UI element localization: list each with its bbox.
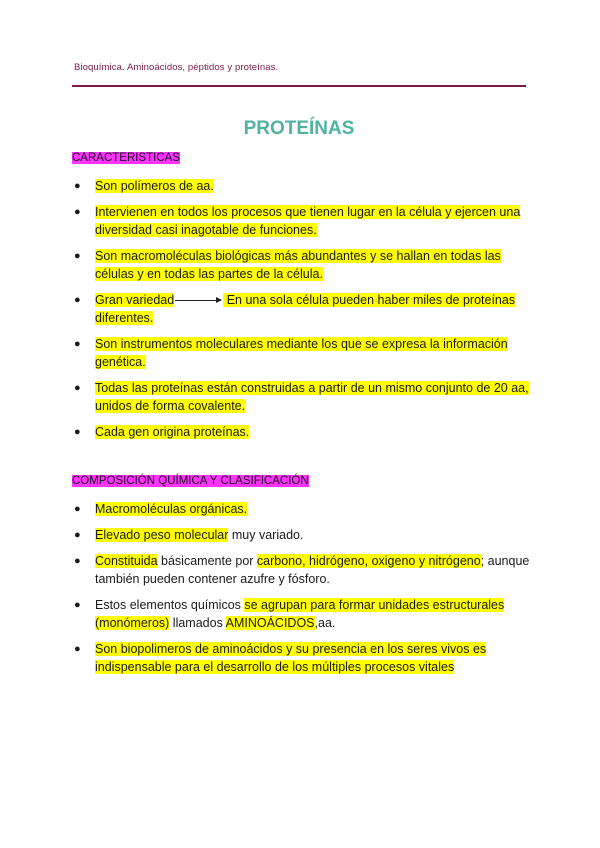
bullet-icon: ●	[74, 426, 81, 438]
bullet-icon: ●	[74, 294, 81, 306]
section-heading-text: COMPOSICIÓN QUÍMICA Y CLASIFICACIÓN	[72, 475, 309, 487]
list-item: ● Elevado peso molecular muy variado.	[74, 528, 304, 542]
page-title	[0, 118, 600, 140]
bullet-icon: ●	[74, 382, 81, 394]
list-item: ● Todas las proteínas están construidas a partir de un mismo conjunto de 20 aa, unidos de forma covalente.	[74, 381, 529, 413]
bullet-icon: ●	[74, 250, 81, 262]
list-item: ● Gran variedad En una sola célula pueden haber miles de proteínas diferentes.	[74, 293, 516, 325]
section-heading-caracteristicas	[72, 152, 180, 164]
bullet-icon: ●	[74, 529, 81, 541]
bullet-icon: ●	[74, 503, 81, 515]
arrow-right-icon	[175, 300, 221, 301]
list-item: ● Estos elementos químicos se agrupan para formar unidades estructurales (monómeros) llamados AMINOÁCIDOS,aa.	[74, 598, 505, 630]
bullet-icon: ●	[74, 206, 81, 218]
list-item: ● Son biopolimeros de aminoácidos y su presencia en los seres vivos es indispensable para el desarrollo de los múltiples procesos vitales	[74, 642, 487, 674]
bullet-icon: ●	[74, 338, 81, 350]
list-item: ● Son polímeros de aa.	[74, 179, 214, 193]
caracteristicas-list	[72, 177, 532, 441]
list-item: ● Son macromoléculas biológicas más abundantes y se hallan en todas las células y en todas las partes de la célula.	[74, 249, 501, 281]
section-heading-composicion	[72, 475, 309, 487]
title-text: PROTEÍNAS	[243, 118, 355, 139]
list-item: ● Son instrumentos moleculares mediante los que se expresa la información genética.	[74, 337, 508, 369]
bullet-icon: ●	[74, 555, 81, 567]
list-item: ● Constituida básicamente por carbono, hidrógeno, oxigeno y nitrógeno; aunque también pueden contener azufre y fósforo.	[74, 554, 530, 586]
header-rule	[72, 85, 526, 87]
bullet-icon: ●	[74, 599, 81, 611]
list-item: ● Macromoléculas orgánicas.	[74, 502, 248, 516]
section-heading-text: CARACTERISTICAS	[72, 152, 180, 164]
list-item: ● Intervienen en todos los procesos que tienen lugar en la célula y ejercen una diversidad casi inagotable de funciones.	[74, 205, 521, 237]
list-item: ● Cada gen origina proteínas.	[74, 425, 250, 439]
bullet-icon: ●	[74, 643, 81, 655]
bullet-icon: ●	[74, 180, 81, 192]
running-header: Bioquímica. Aminoácidos, péptidos y proteínas.	[74, 62, 279, 73]
composicion-list	[72, 500, 532, 676]
